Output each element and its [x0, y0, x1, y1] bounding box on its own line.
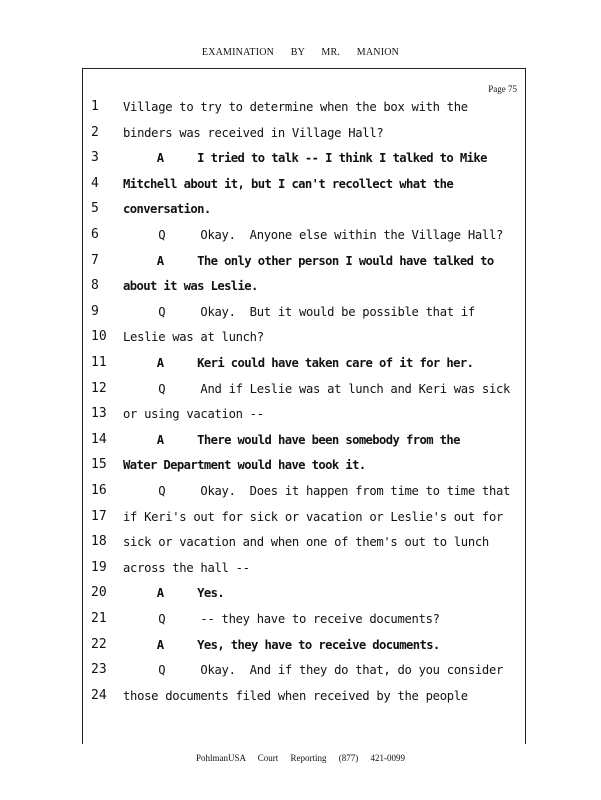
- transcript-line: A Keri could have taken care of it for her.: [123, 356, 474, 370]
- transcript-line: about it was Leslie.: [123, 279, 258, 294]
- transcript-line: across the hall --: [123, 560, 250, 575]
- transcript-line: if Keri's out for sick or vacation or Leslie's out for: [123, 509, 504, 524]
- page-number: Page 75: [488, 84, 517, 94]
- transcript-line: Q Okay. But it would be possible that if: [123, 304, 475, 319]
- transcript-line: Q And if Leslie was at lunch and Keri was sick: [123, 381, 511, 396]
- transcript-line: or using vacation --: [123, 407, 264, 422]
- transcript-line: Water Department would have took it.: [123, 458, 366, 473]
- line-number: 7: [91, 252, 99, 268]
- transcript-line: Q Okay. Anyone else within the Village Hall?: [123, 228, 504, 242]
- line-number: 16: [91, 483, 107, 498]
- line-number: 10: [91, 329, 107, 345]
- line-number: 12: [91, 380, 107, 396]
- line-number: 4: [91, 175, 99, 191]
- transcript-line: Q Okay. Does it happen from time to time that: [123, 484, 511, 498]
- line-number: 5: [91, 201, 99, 217]
- line-number: 15: [91, 457, 107, 473]
- line-number: 18: [91, 534, 107, 550]
- line-number: 14: [91, 431, 107, 447]
- transcript-line: A The only other person I would have talked to: [123, 253, 494, 268]
- transcript-line: A I tried to talk -- I think I talked to Mike: [123, 151, 487, 166]
- transcript-line: Village to try to determine when the box with the: [123, 100, 468, 114]
- line-number: 23: [91, 662, 107, 678]
- transcript-line: Q Okay. And if they do that, do you consider: [123, 663, 504, 678]
- page-header: EXAMINATION BY MR. MANION: [201, 47, 400, 58]
- line-number: 6: [91, 227, 99, 242]
- page-footer: PohlmanUSA Court Reporting (877) 421-0099: [196, 753, 405, 763]
- line-number: 22: [91, 636, 107, 652]
- line-number: 13: [91, 406, 107, 422]
- line-number: 3: [91, 150, 99, 166]
- transcript-line: Mitchell about it, but I can't recollect what the: [123, 176, 454, 191]
- line-number: 24: [91, 687, 107, 703]
- transcript-line: Q -- they have to receive documents?: [123, 612, 440, 626]
- line-number: 2: [91, 124, 99, 140]
- transcript-line: sick or vacation and when one of them's out to lunch: [123, 535, 489, 550]
- transcript-line: those documents filed when received by the people: [123, 688, 468, 703]
- line-number: 21: [91, 611, 107, 626]
- transcript-line: A Yes.: [123, 586, 225, 601]
- line-number: 20: [91, 585, 107, 601]
- line-number: 1: [91, 99, 99, 114]
- line-number: 11: [91, 355, 107, 370]
- transcript-line: binders was received in Village Hall?: [123, 125, 384, 140]
- line-number: 9: [91, 303, 99, 319]
- transcript-line: conversation.: [123, 202, 211, 217]
- line-number: 19: [91, 559, 107, 575]
- line-number: 8: [91, 278, 99, 294]
- transcript-line: Leslie was at lunch?: [123, 330, 264, 345]
- line-number: 17: [91, 508, 107, 524]
- transcript-line: A There would have been somebody from the: [123, 432, 460, 447]
- transcript-line: A Yes, they have to receive documents.: [123, 637, 440, 652]
